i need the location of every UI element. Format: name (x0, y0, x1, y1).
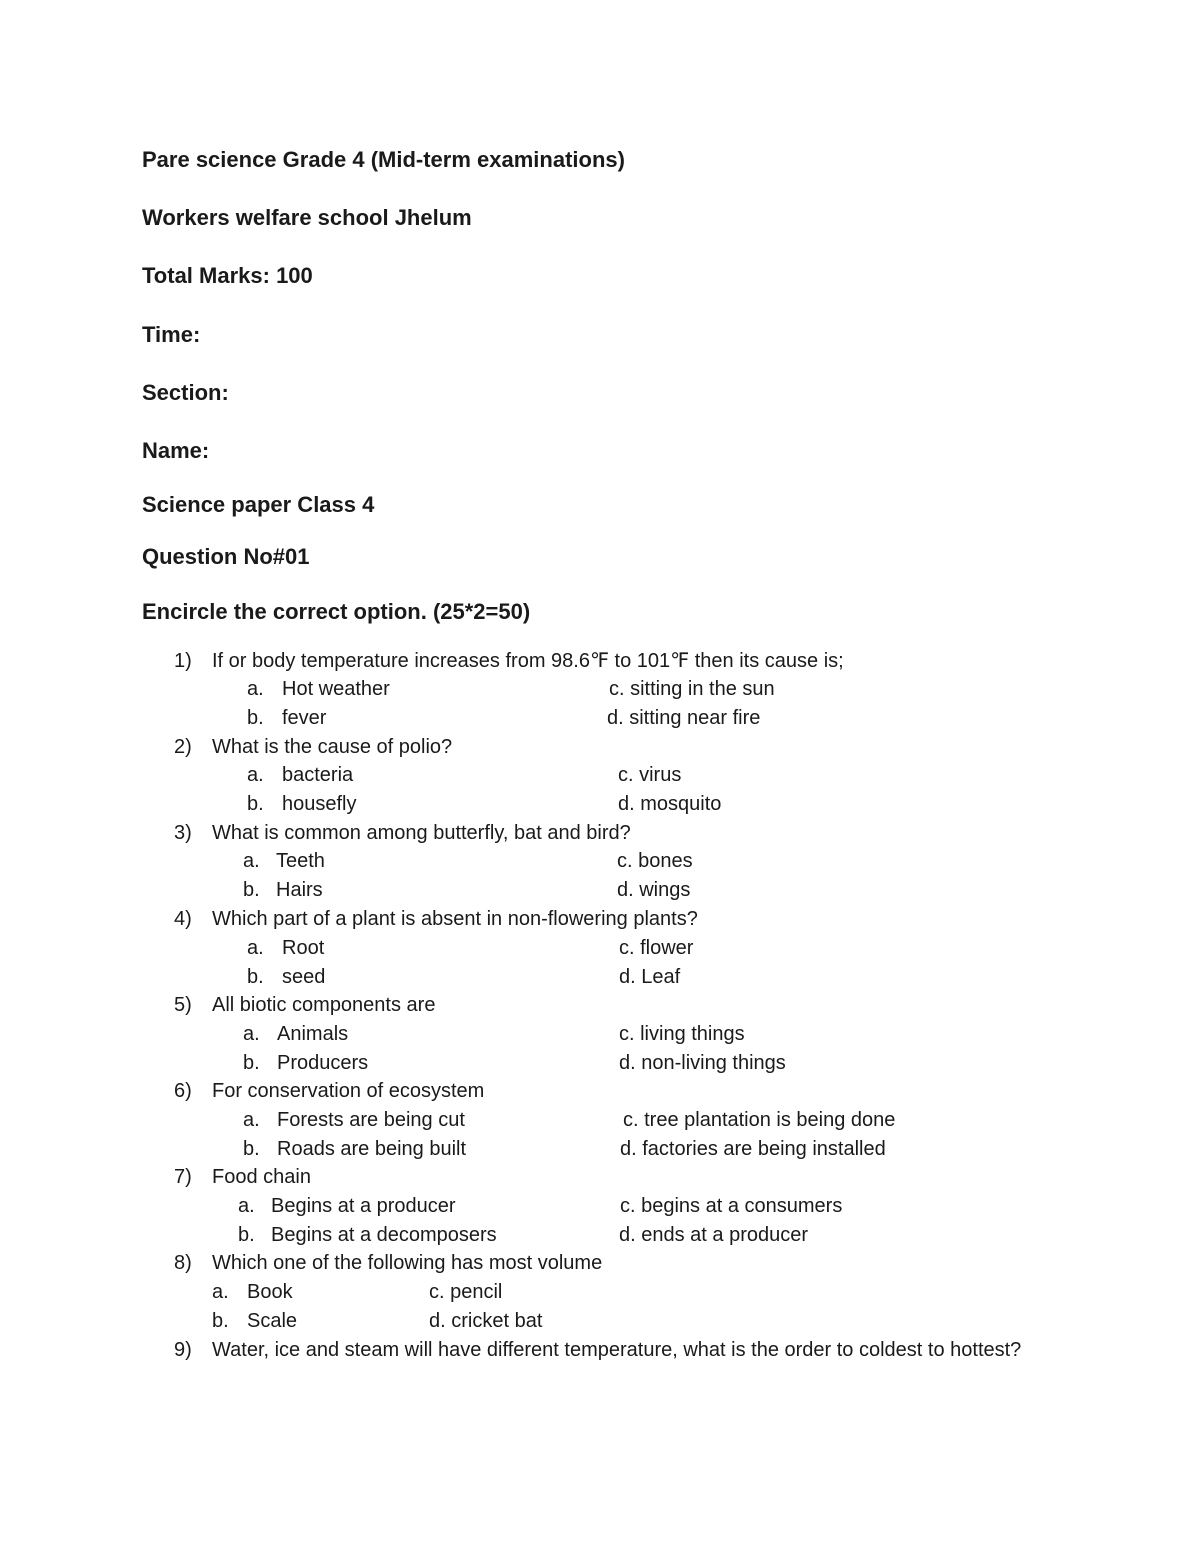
option-a: Teeth (276, 850, 325, 872)
option-d: d. cricket bat (429, 1310, 543, 1332)
option-letter: a. (243, 850, 260, 872)
school-name: Workers welfare school Jhelum (142, 205, 472, 230)
question-text: Food chain (212, 1166, 311, 1188)
name-label: Name: (142, 438, 210, 463)
instruction-heading: Encircle the correct option. (25*2=50) (142, 599, 531, 624)
option-a: Animals (277, 1023, 349, 1045)
question-number: 6) (174, 1080, 192, 1102)
exam-title: Pare science Grade 4 (Mid-term examinations) (142, 147, 625, 172)
question-text: Water, ice and steam will have different temperature, what is the order to coldest to hottest? (212, 1339, 1022, 1361)
option-b: Roads are being built (277, 1138, 467, 1160)
option-letter: b. (238, 1224, 255, 1246)
option-letter: a. (238, 1195, 255, 1217)
question-text: What is common among butterfly, bat and bird? (212, 822, 631, 844)
question-number: 9) (174, 1339, 192, 1361)
option-letter: a. (243, 1109, 260, 1131)
question-text: Which part of a plant is absent in non-flowering plants? (212, 908, 698, 930)
option-b: Begins at a decomposers (271, 1224, 497, 1246)
option-d: d. wings (617, 879, 691, 901)
option-a: bacteria (282, 764, 354, 786)
option-b: Hairs (276, 879, 323, 901)
question-number: 5) (174, 994, 192, 1016)
option-c: c. virus (618, 764, 682, 786)
option-a: Book (247, 1281, 293, 1303)
option-letter: b. (212, 1310, 229, 1332)
option-b: Scale (247, 1310, 298, 1332)
question-number: 3) (174, 822, 192, 844)
option-d: d. non-living things (619, 1052, 786, 1074)
question-text: All biotic components are (212, 994, 436, 1016)
question-text: What is the cause of polio? (212, 736, 453, 758)
option-a: Begins at a producer (271, 1195, 456, 1217)
option-letter: b. (243, 1138, 260, 1160)
option-c: c. tree plantation is being done (623, 1109, 896, 1131)
option-c: c. pencil (429, 1281, 503, 1303)
option-b: Producers (277, 1052, 369, 1074)
option-c: c. flower (619, 937, 694, 959)
option-c: c. bones (617, 850, 693, 872)
option-d: d. mosquito (618, 793, 722, 815)
question-number: 1) (174, 650, 192, 672)
option-b: seed (282, 966, 326, 988)
option-letter: b. (247, 793, 264, 815)
question-number-heading: Question No#01 (142, 544, 310, 569)
option-letter: b. (247, 707, 264, 729)
question-text: Which one of the following has most volume (212, 1252, 603, 1274)
option-letter: a. (243, 1023, 260, 1045)
option-d: d. Leaf (619, 966, 681, 988)
option-c: c. begins at a consumers (620, 1195, 843, 1217)
option-c: c. living things (619, 1023, 745, 1045)
option-b: housefly (282, 793, 357, 815)
question-number: 8) (174, 1252, 192, 1274)
option-letter: b. (243, 1052, 260, 1074)
option-a: Forests are being cut (277, 1109, 465, 1131)
question-text: If or body temperature increases from 98.6℉ to 101℉ then its cause is; (212, 650, 844, 672)
option-c: c. sitting in the sun (609, 678, 775, 700)
section-label: Section: (142, 380, 229, 405)
time-label: Time: (142, 322, 201, 347)
question-number: 7) (174, 1166, 192, 1188)
option-letter: a. (212, 1281, 229, 1303)
option-d: d. factories are being installed (620, 1138, 886, 1160)
option-letter: a. (247, 937, 264, 959)
option-d: d. sitting near fire (607, 707, 761, 729)
option-letter: b. (243, 879, 260, 901)
option-letter: b. (247, 966, 264, 988)
option-letter: a. (247, 678, 264, 700)
total-marks: Total Marks: 100 (142, 263, 313, 288)
option-a: Hot weather (282, 678, 390, 700)
option-a: Root (282, 937, 325, 959)
question-number: 2) (174, 736, 192, 758)
question-text: For conservation of ecosystem (212, 1080, 485, 1102)
option-b: fever (282, 707, 327, 729)
paper-title: Science paper Class 4 (142, 492, 375, 517)
option-letter: a. (247, 764, 264, 786)
question-number: 4) (174, 908, 192, 930)
option-d: d. ends at a producer (619, 1224, 809, 1246)
